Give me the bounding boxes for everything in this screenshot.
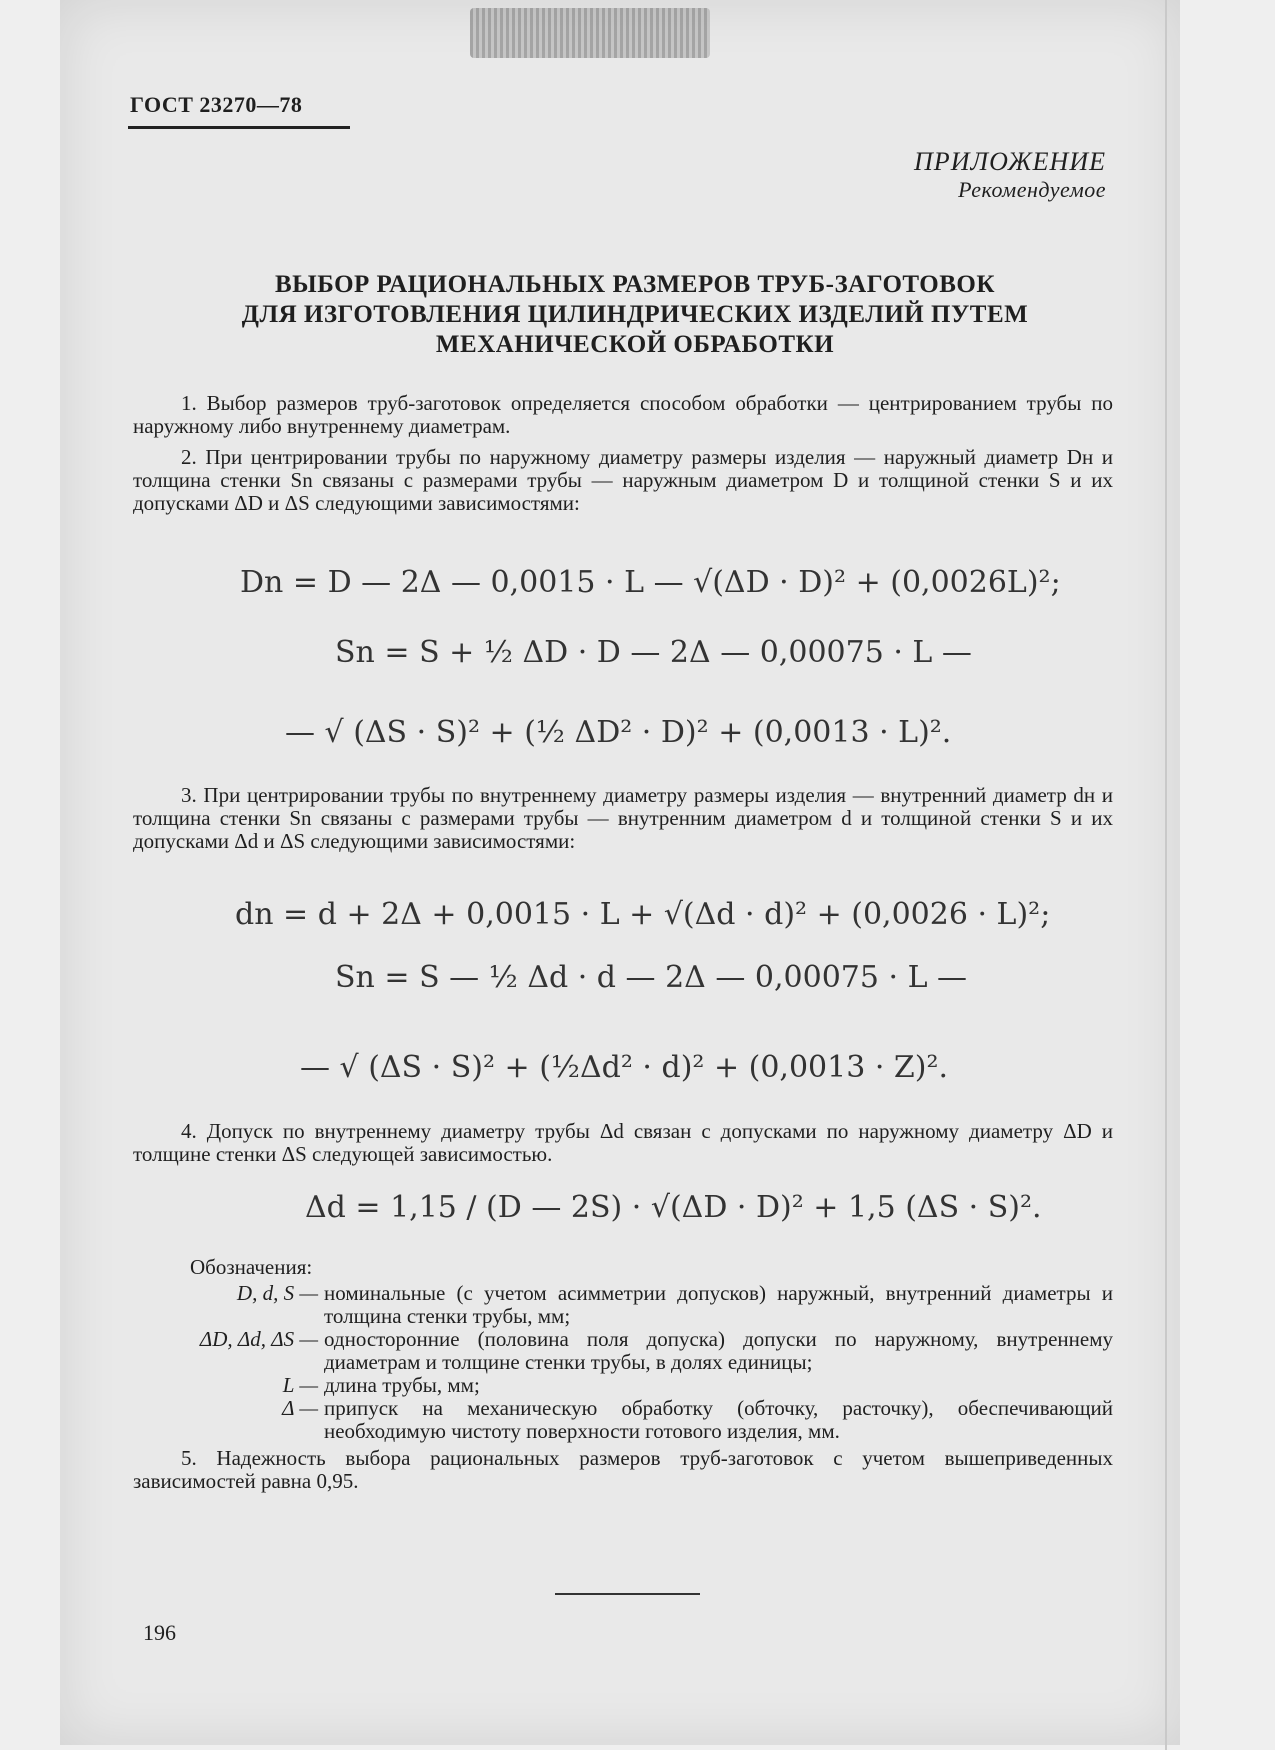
legend-text: длина трубы, мм;	[324, 1373, 480, 1397]
formula-wall-thickness-inner-b: — √ (ΔS · S)² + (½Δd² · d)² + (0,0013 · Z)².	[300, 1050, 949, 1085]
legend-list	[133, 1282, 1113, 1493]
legend-key: Δ —	[282, 1396, 318, 1420]
title-line-2: ДЛЯ ИЗГОТОВЛЕНИЯ ЦИЛИНДРИЧЕСКИХ ИЗДЕЛИЙ ПУТЕМ	[241, 301, 1029, 328]
legend-item	[133, 1328, 1113, 1374]
title-line-3: МЕХАНИЧЕСКОЙ ОБРАБОТКИ	[435, 331, 835, 358]
paragraph-1: 1. Выбор размеров труб-заготовок определяется способом обработки — центрированием трубы по наружному либо внутреннему диаметрам.	[133, 391, 1113, 438]
appendix-status: Рекомендуемое	[958, 177, 1106, 202]
paragraph-3: 3. При центрировании трубы по внутреннему диаметру размеры изделия — внутренний диаметр dн и толщина стенки Sn связаны с размерами трубы — внутренним диаметром d и толщиной стенки S и их допусками Δd и ΔS следующими зависимостями:	[133, 783, 1113, 853]
title-line-1: ВЫБОР РАЦИОНАЛЬНЫХ РАЗМЕРОВ ТРУБ-ЗАГОТОВОК	[275, 271, 995, 298]
document-title	[160, 270, 1110, 360]
appendix-label	[860, 148, 1106, 204]
end-rule	[555, 1593, 700, 1595]
legend-item	[133, 1374, 1113, 1397]
appendix-title: ПРИЛОЖЕНИЕ	[914, 147, 1106, 176]
legend-item	[133, 1397, 1113, 1443]
formula-wall-thickness-inner-a: Sn = S — ½ Δd · d — 2Δ — 0,00075 · L —	[335, 960, 968, 995]
paragraph-5: 5. Надежность выбора рациональных размеров труб-заготовок с учетом вышеприведенных зависимостей равна 0,95.	[133, 1446, 1113, 1493]
formula-tolerance: Δd = 1,15 / (D — 2S) · √(ΔD · D)² + 1,5 (ΔS · S)².	[305, 1190, 1042, 1225]
page-edge	[1165, 0, 1167, 1750]
legend-key: L —	[282, 1373, 318, 1397]
library-stamp	[470, 8, 710, 58]
legend-item	[133, 1282, 1113, 1328]
paragraph-4: 4. Допуск по внутреннему диаметру трубы Δd связан с допусками по наружному диаметру ΔD и толщине стенки ΔS следующей зависимостью.	[133, 1119, 1113, 1166]
legend-text: односторонние (половина поля допуска) допуски по наружному, внутреннему диаметрам и толщине стенки трубы, в долях единицы;	[324, 1327, 1113, 1374]
page-number: 196	[143, 1620, 176, 1645]
header-rule	[128, 126, 350, 129]
standard-number: ГОСТ 23270—78	[130, 92, 303, 117]
paragraph-2: 2. При центрировании трубы по наружному диаметру размеры изделия — наружный диаметр Dн и толщина стенки Sn связаны с размерами трубы — наружным диаметром D и толщиной стенки S и их допусками ΔD и ΔS следующими зависимостями:	[133, 445, 1113, 515]
formula-outer-diameter: Dn = D — 2Δ — 0,0015 · L — √(ΔD · D)² + (0,0026L)²;	[240, 565, 1061, 600]
formula-inner-diameter: dn = d + 2Δ + 0,0015 · L + √(Δd · d)² + (0,0026 · L)²;	[235, 897, 1051, 932]
legend-key: D, d, S —	[236, 1281, 318, 1305]
legend-key: ΔD, Δd, ΔS —	[199, 1327, 318, 1351]
legend-text: припуск на механическую обработку (обточку, расточку), обеспечивающий необходимую чистоту поверхности готового изделия, мм.	[324, 1396, 1113, 1443]
formula-wall-thickness-b: — √ (ΔS · S)² + (½ ΔD² · D)² + (0,0013 · L)².	[285, 715, 952, 750]
formula-wall-thickness-a: Sn = S + ½ ΔD · D — 2Δ — 0,00075 · L —	[335, 635, 972, 670]
legend-title: Обозначения:	[190, 1255, 313, 1279]
legend-text: номинальные (с учетом асимметрии допусков) наружный, внутренний диаметры и толщина стенки трубы, мм;	[324, 1281, 1113, 1328]
